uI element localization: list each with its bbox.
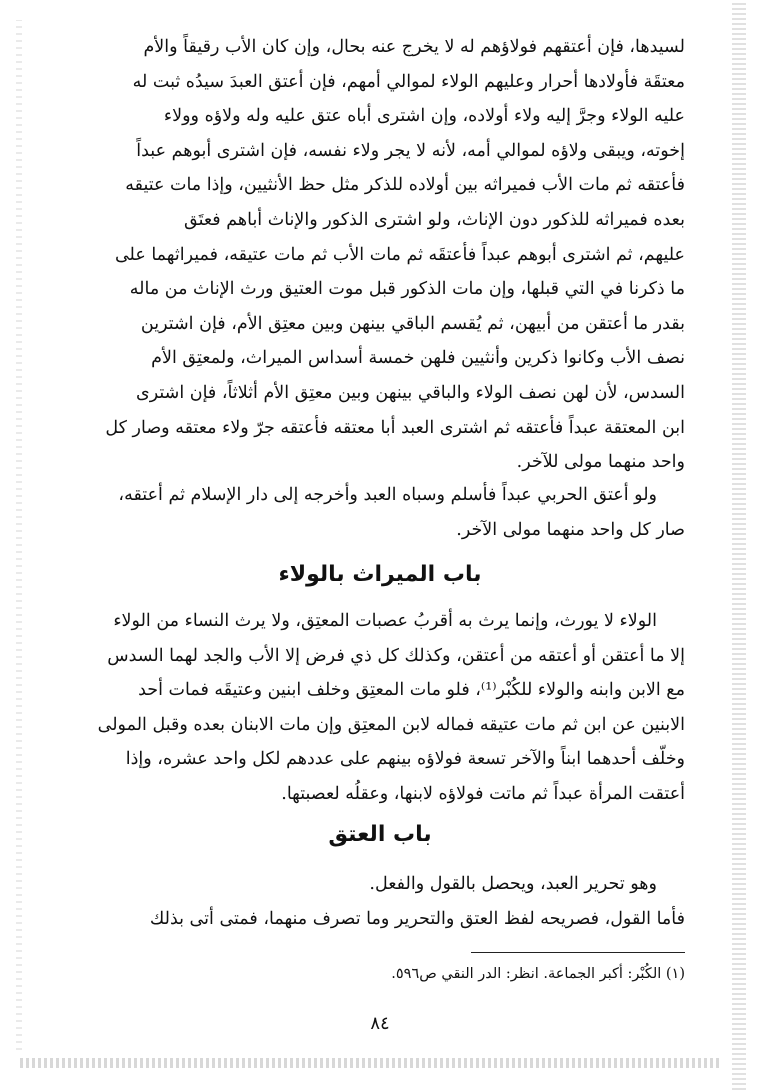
page-number: ٨٤ [370, 1013, 390, 1034]
text-line: ولو أعتق الحربي عبداً فأسلم وسباه العبد وأخرجه إلى دار الإسلام ثم أعتقه، [118, 485, 657, 505]
footnote: (١) الكُبْر: أكبر الجماعة. انظر: الدر النقي ص٥٩٦. [391, 966, 685, 982]
text-line: نصف الأب وكانوا ذكرين وأنثيين فلهن خمسة أسداس الميراث، ولمعتِق الأم [151, 348, 685, 369]
text-line: وخلّف أحدهما ابناً والآخر تسعة فولاؤه بينهم على عددهم لكل واحد عشره، وإذا [125, 749, 685, 770]
scan-border-right [732, 0, 746, 1090]
section-heading-inheritance-by-wala: باب الميراث بالولاء [278, 562, 482, 587]
text-line: بعده فميراثه للذكور دون الإناث، ولو اشترى الذكور والإناث أباهم فعتَق [183, 209, 685, 230]
text-line: صار كل واحد منهما مولى الآخر. [456, 519, 685, 540]
text-line: ما ذكرنا في التي قبلها، وإن مات الذكور قبل موت العتيق ورث الإناث من ماله [129, 279, 685, 300]
text-line: لسيدها، فإن أعتقهم فولاؤهم له لا يخرج عنه بحال، وإن كان الأب رقيقاً والأم [143, 37, 685, 57]
text-line: فأعتقه ثم مات الأب فميراثه بين أولاده للذكر مثل حظ الأنثيين، وإذا مات عتيقه [125, 175, 685, 196]
text-line: أعتقت المرأة عبداً ثم ماتت فولاؤه لابنها، وعقلُه لعصبتها. [281, 783, 685, 804]
paragraph-3 [85, 604, 685, 812]
text-line: بقدر ما أعتقن من أبيهن، ثم يُقسم الباقي بينهن وبين معتِق الأم، فإن اشترين [140, 313, 685, 334]
text-line: عليه الولاء وجرَّ إليه ولاء أولاده، وإن اشترى أباه عتق عليه وله ولاؤه وولاء [163, 106, 685, 127]
text-line: واحد منهما مولى للآخر. [516, 452, 685, 473]
text-line: وهو تحرير العبد، ويحصل بالقول والفعل. [369, 874, 657, 894]
scan-border-bottom [20, 1058, 720, 1068]
paragraph-2 [85, 478, 685, 547]
text-line: الولاء لا يورث، وإنما يرث به أقربُ عصبات المعتِق، ولا يرث النساء من الولاء [113, 611, 657, 631]
scan-border-left [16, 20, 22, 1050]
text-line: مع الابن وابنه والولاء للكُبْر⁽¹⁾، فلو مات المعتِق وخلف ابنين وعتيقَه فمات أحد [138, 680, 685, 701]
text-line: فأما القول، فصريحه لفظ العتق والتحرير وما تصرف منهما، فمتى أتى بذلك [149, 908, 685, 929]
text-line: السدس، لأن لهن نصف الولاء والباقي بينهن وبين معتِق الأم أثلاثاً، فإن اشترى [136, 382, 685, 403]
section-heading-manumission: باب العتق [328, 822, 432, 847]
footnote-divider [471, 952, 685, 953]
paragraph-1 [85, 30, 685, 480]
text-line: إخوته، ويبقى ولاؤه لموالي أمه، لأنه لا يجر ولاء نفسه، فإن اشترى أبوهم عبداً [136, 140, 685, 161]
text-line: الابنين عن ابن ثم مات عتيقه فماله لابن المعتِق وإن مات الابنان بعده وقبل المولى [97, 714, 685, 735]
text-line: إلا ما أعتقن أو أعتقه من أعتقن، وكذلك كل ذي فرض إلا الأب والجد لهما السدس [107, 645, 685, 666]
text-line: معتقَة فأولادها أحرار وعليهم الولاء لموالي أمهم، فإن أعتق العبدَ سيدُه ثبت له [132, 71, 685, 92]
text-line: ابن المعتقة عبداً فأعتقه ثم اشترى العبد أبا معتقه فأعتقه جرّ ولاء معتقه وصار كل [105, 417, 685, 438]
paragraph-4 [85, 867, 685, 936]
text-line: عليهم، ثم اشترى أبوهم عبداً فأعتقَه ثم مات الأب ثم مات عتيقه، فميراثهما على [114, 244, 685, 265]
